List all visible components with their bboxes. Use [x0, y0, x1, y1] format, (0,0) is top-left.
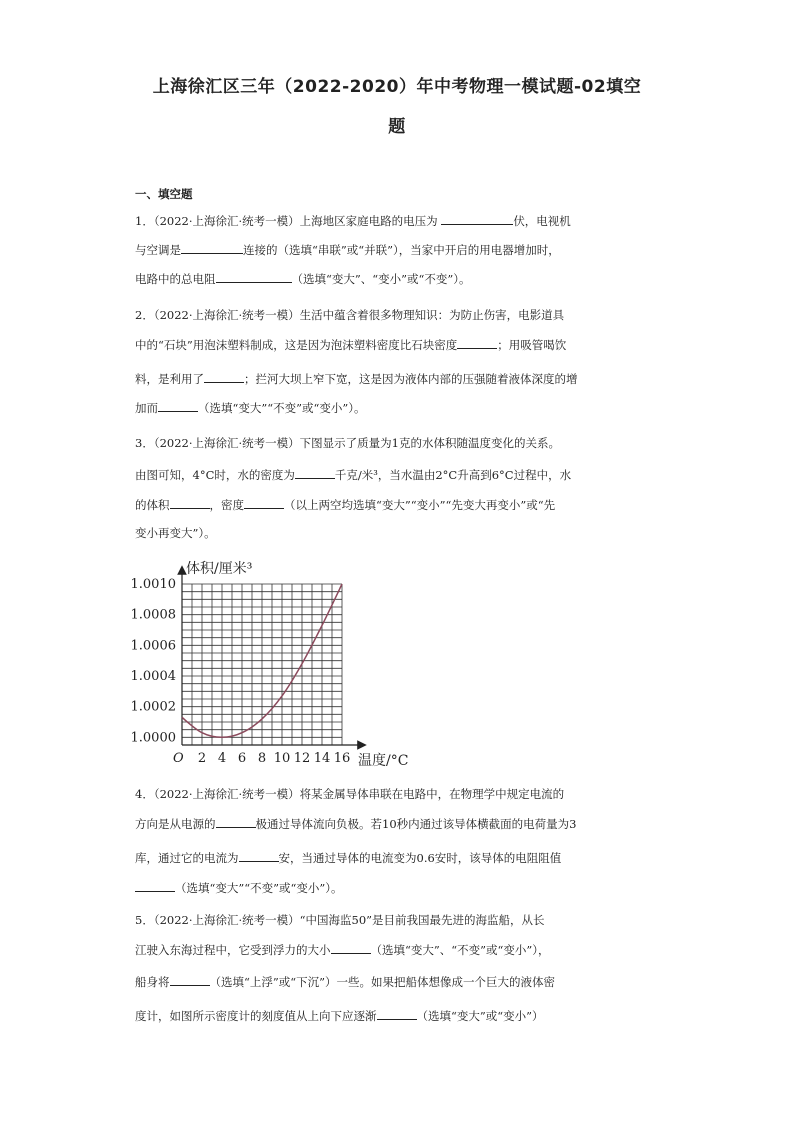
q5-text: （选填“上浮”或“下沉”）一些。如果把船体想像成一个巨大的液体密 [209, 975, 556, 989]
q5-text: 江驶入东海过程中，它受到浮力的大小 [135, 943, 331, 957]
question-5-line-4 [135, 1007, 544, 1024]
q2-text: （选填“变大”“不变”或“变小”）。 [198, 401, 366, 415]
q4-text: （选填“变大”“不变”或“变小”）。 [175, 881, 343, 895]
q2-text: 料，是利用了 [135, 372, 204, 386]
x-tick-label: 10 [273, 751, 291, 766]
x-tick-label: 2 [197, 751, 207, 766]
q5-text: 船身将 [135, 975, 170, 989]
document-title: 上海徐汇区三年（2022-2020）年中考物理一模试题-02填空 [152, 77, 642, 97]
q4-text: 库，通过它的电流为 [135, 851, 239, 865]
origin-label: O [173, 751, 184, 766]
answer-blank[interactable] [216, 815, 256, 828]
q1-text: 伏，电视机 [513, 214, 571, 228]
q4-text: 极通过导体流向负极。若10秒内通过该导体横截面的电荷量为3 [255, 817, 577, 831]
y-tick-label: 1.0008 [130, 607, 176, 623]
answer-blank[interactable] [135, 879, 175, 892]
q2-text: 中的“石块”用泡沫塑料制成，这是因为泡沫塑料密度比石块密度 [135, 338, 458, 352]
x-tick-label: 8 [257, 751, 267, 766]
answer-blank[interactable] [331, 941, 371, 954]
q2-text: 2．（2022·上海徐汇·统考一模）生活中蕴含着很多物理知识：为防止伤害，电影道具 [135, 308, 565, 322]
section-heading: 一、填空题 [135, 187, 193, 201]
y-tick-label: 1.0004 [130, 669, 176, 684]
question-5-line-3 [135, 973, 555, 990]
x-tick-label: 16 [333, 751, 351, 766]
answer-blank[interactable] [239, 849, 279, 862]
y-tick-label: 1.0000 [130, 730, 176, 746]
answer-blank[interactable] [377, 1007, 417, 1020]
q3-text: ，密度 [209, 498, 244, 512]
x-axis-label: 温度/°C [358, 753, 409, 769]
y-axis-label: 体积/厘米³ [186, 561, 253, 577]
q2-text: ；拦河大坝上窄下宽，这是因为液体内部的压强随着液体深度的增 [244, 372, 578, 386]
q1-text: 1．（2022·上海徐汇·统考一模）上海地区家庭电路的电压为 [135, 214, 442, 228]
q4-text: 4．（2022·上海徐汇·统考一模）将某金属导体串联在电路中，在物理学中规定电流的 [135, 787, 565, 801]
question-5-line-2 [135, 941, 550, 958]
q5-text: 度计，如图所示密度计的刻度值从上向下应逐渐 [135, 1009, 377, 1023]
q3-text: 变小再变大”）。 [135, 526, 216, 540]
question-4-line-1 [135, 786, 564, 802]
x-tick-label: 12 [293, 751, 311, 766]
q5-text: （选填“变大”、“不变”或“变小”）， [370, 943, 550, 957]
q3-text: 的体积 [135, 498, 170, 512]
question-4-line-3 [135, 849, 561, 866]
q1-text: 连接的（选填“串联”或“并联”），当家中开启的用电器增加时， [243, 243, 560, 257]
q3-text: 由图可知，4°C时，水的密度为 [135, 468, 295, 482]
q3-text: 千克/米³，当水温由2°C升高到6°C过程中，水 [334, 468, 572, 482]
y-tick-label: 1.0006 [130, 638, 176, 654]
y-tick-label: 1.0010 [130, 577, 176, 592]
q1-text: 电路中的总电阻 [135, 272, 216, 286]
question-5-line-1 [135, 912, 545, 928]
q3-text: 3．（2022·上海徐汇·统考一模）下图显示了质量为1克的水体积随温度变化的关系。 [135, 436, 560, 450]
question-4-line-4 [135, 879, 343, 896]
q3-text: （以上两空均选填“变大”“变小”“先变大再变小”或“先 [284, 498, 556, 512]
answer-blank[interactable] [170, 973, 210, 986]
q2-text: ；用吸管喝饮 [497, 338, 567, 352]
q5-text: （选填“变大”或“变小”） [416, 1009, 544, 1023]
question-4-line-2 [135, 815, 576, 832]
y-tick-label: 1.0002 [130, 699, 176, 715]
x-tick-label: 6 [237, 751, 247, 766]
chart-grid [182, 584, 342, 745]
x-tick-label: 4 [217, 751, 227, 766]
q5-text: 5．（2022·上海徐汇·统考一模）“中国海监50”是目前我国最先进的海监船，从长 [135, 913, 545, 927]
document-title-continued: 题 [388, 117, 406, 137]
q4-text: 方向是从电源的 [135, 817, 216, 831]
q2-text: 加而 [135, 401, 158, 415]
q1-text: 与空调是 [135, 243, 181, 257]
x-tick-label: 14 [313, 751, 331, 766]
q1-text: （选填“变大”、“变小”或“不变”）。 [291, 272, 471, 286]
q4-text: 安，当通过导体的电流变为0.6安时，该导体的电阻阻值 [278, 851, 562, 865]
